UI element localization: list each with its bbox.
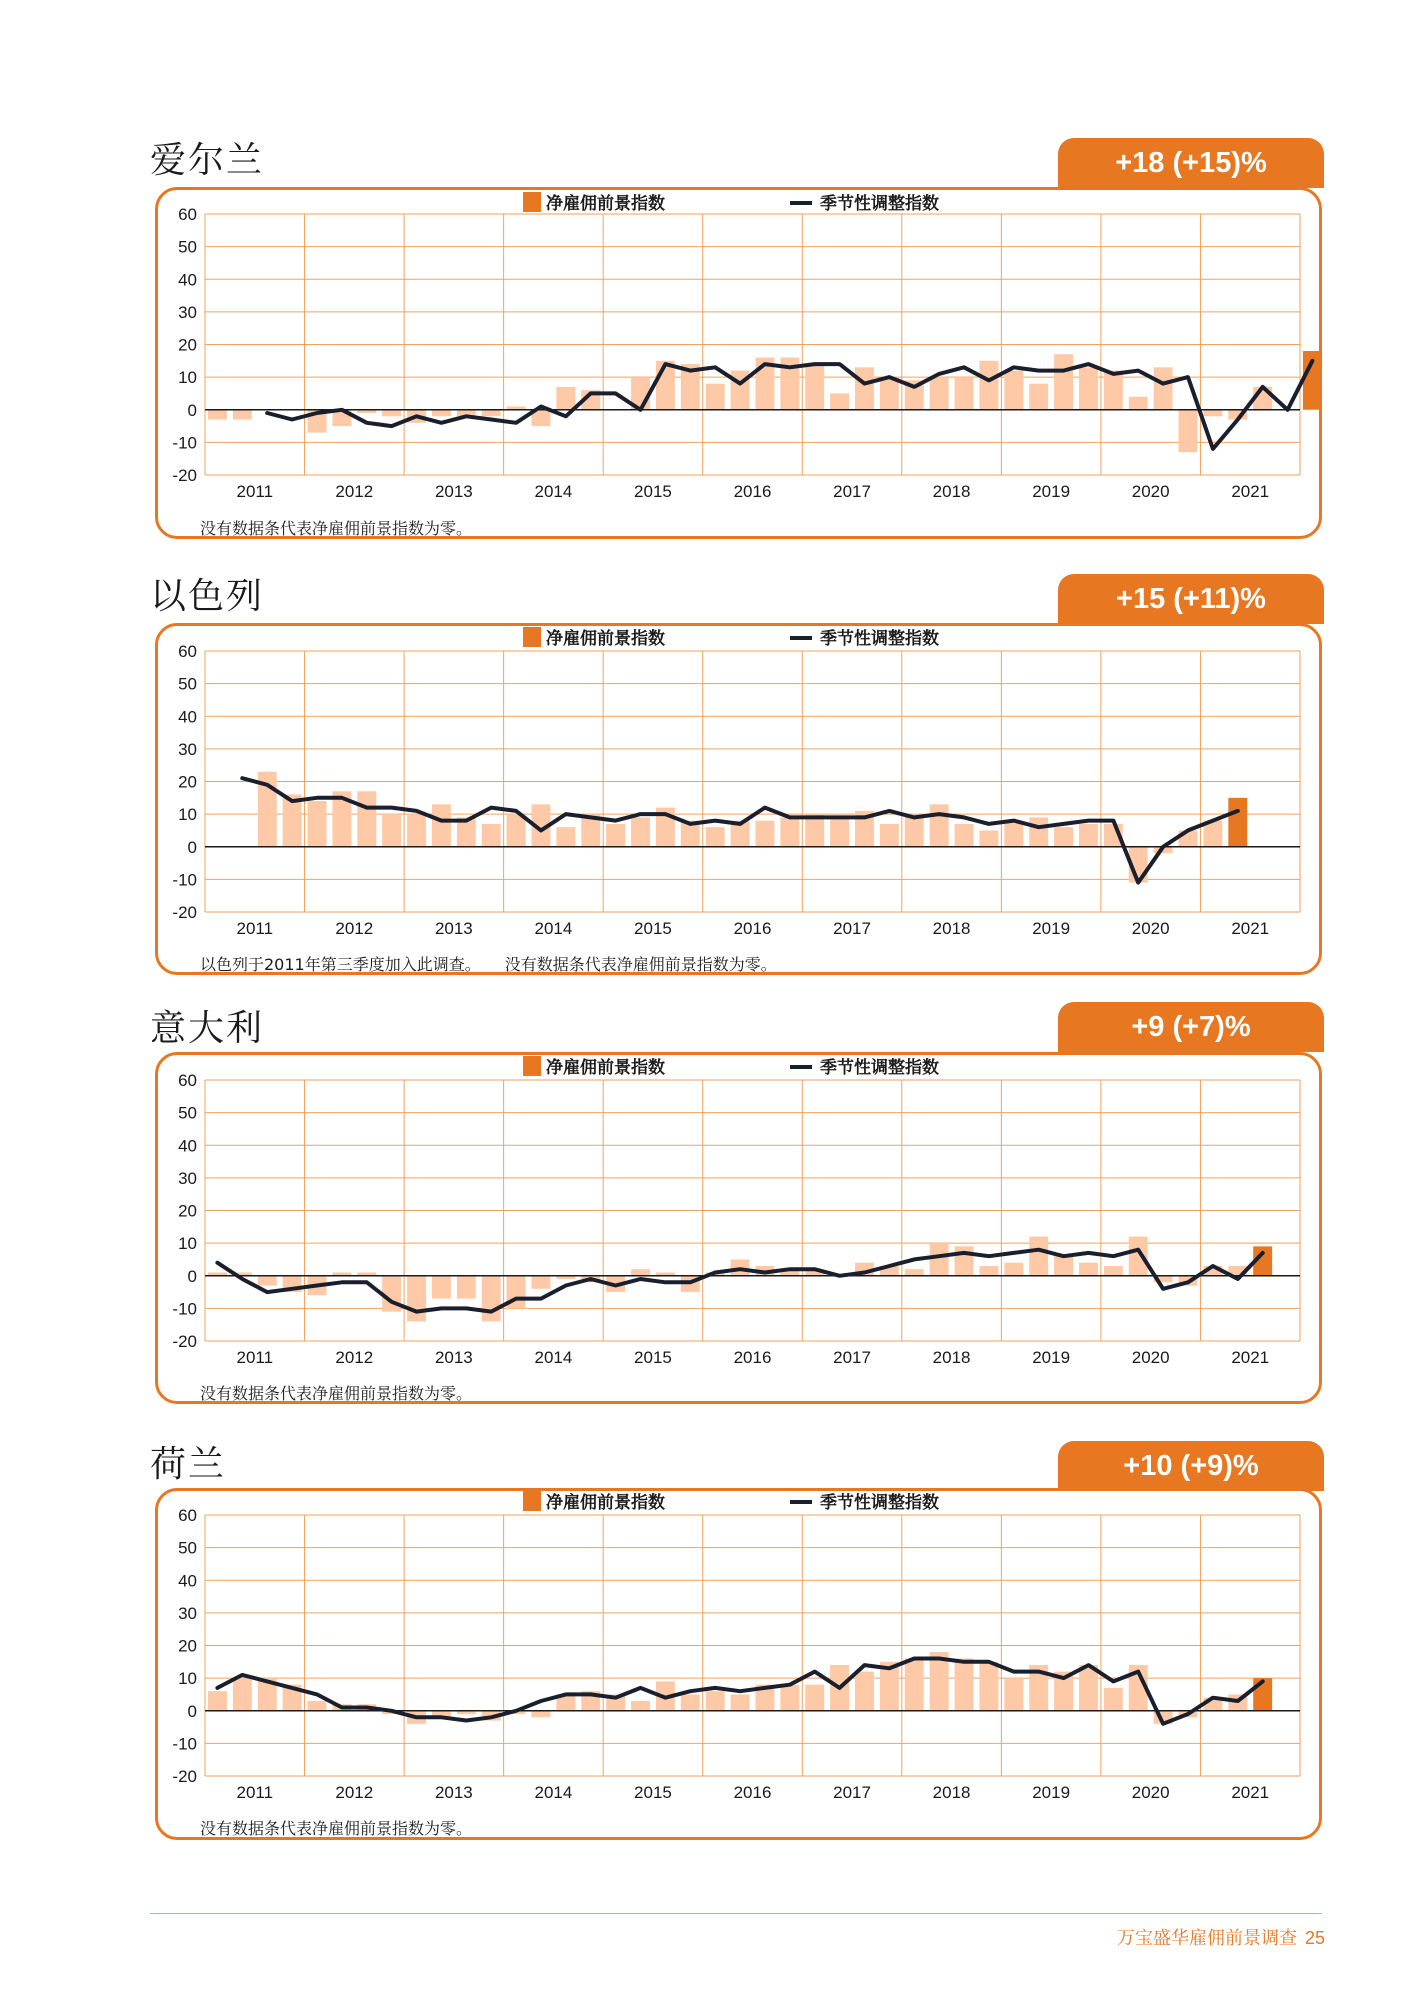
bar bbox=[681, 1694, 700, 1710]
y-tick-label: 10 bbox=[178, 805, 197, 825]
x-tick-label: 2015 bbox=[634, 482, 672, 501]
y-tick-label: -10 bbox=[172, 1299, 197, 1319]
x-tick-label: 2013 bbox=[434, 1348, 473, 1367]
bar bbox=[955, 1659, 974, 1711]
x-tick-label: 2012 bbox=[335, 919, 374, 938]
y-tick-label: 20 bbox=[178, 1201, 197, 1221]
panel-badge: +18 (+15)% bbox=[1058, 138, 1324, 188]
legend-bar-label: 净雇佣前景指数 bbox=[546, 629, 665, 649]
y-tick-label: -20 bbox=[172, 466, 197, 485]
bar bbox=[1079, 1665, 1098, 1711]
panel-title: 荷兰 bbox=[150, 1444, 227, 1485]
bar bbox=[631, 1701, 650, 1711]
x-tick-label: 2020 bbox=[1131, 1783, 1170, 1802]
bar bbox=[1104, 1688, 1123, 1711]
y-tick-label: -10 bbox=[172, 433, 197, 453]
legend-line-label: 季节性调整指数 bbox=[820, 1058, 939, 1078]
y-tick-label: 0 bbox=[187, 1266, 197, 1286]
y-tick-label: 30 bbox=[178, 302, 197, 322]
x-tick-label: 2011 bbox=[236, 482, 274, 501]
y-tick-label: 0 bbox=[187, 837, 197, 857]
bar bbox=[979, 1662, 998, 1711]
bar bbox=[706, 1691, 725, 1711]
x-tick-label: 2019 bbox=[1032, 482, 1071, 501]
footer bbox=[1117, 1924, 1325, 1950]
x-tick-label: 2019 bbox=[1032, 1348, 1071, 1367]
legend-bar-label: 净雇佣前景指数 bbox=[546, 194, 665, 214]
legend-line-label: 季节性调整指数 bbox=[820, 194, 939, 214]
panel-badge: +10 (+9)% bbox=[1058, 1441, 1324, 1491]
x-tick-label: 2016 bbox=[733, 1783, 772, 1802]
bar bbox=[731, 1694, 750, 1710]
x-tick-label: 2012 bbox=[335, 482, 374, 501]
x-tick-label: 2020 bbox=[1131, 1348, 1170, 1367]
x-tick-label: 2017 bbox=[833, 482, 871, 501]
chart-note: 没有数据条代表净雇佣前景指数为零。 bbox=[200, 1384, 473, 1403]
y-tick-label: 30 bbox=[178, 1603, 197, 1623]
footer-title: 万宝盛华雇佣前景调查 bbox=[1116, 1928, 1297, 1949]
y-tick-label: 30 bbox=[178, 739, 197, 759]
bar bbox=[780, 1685, 799, 1711]
x-tick-label: 2018 bbox=[932, 1348, 971, 1367]
x-tick-label: 2015 bbox=[634, 1783, 672, 1802]
x-tick-label: 2017 bbox=[833, 1348, 871, 1367]
x-tick-label: 2021 bbox=[1231, 919, 1270, 938]
x-tick-label: 2020 bbox=[1131, 482, 1170, 501]
y-tick-label: 40 bbox=[178, 1571, 197, 1591]
bar bbox=[1004, 1678, 1023, 1711]
x-tick-label: 2016 bbox=[733, 482, 772, 501]
bar bbox=[905, 1659, 924, 1711]
x-tick-label: 2021 bbox=[1231, 1348, 1270, 1367]
footer-rule bbox=[150, 1913, 1322, 1914]
x-tick-label: 2019 bbox=[1032, 919, 1071, 938]
y-tick-label: 0 bbox=[187, 400, 197, 420]
x-tick-label: 2014 bbox=[534, 1348, 573, 1367]
y-tick-label: 60 bbox=[178, 1506, 197, 1525]
x-tick-label: 2011 bbox=[236, 1783, 274, 1802]
chart-note: 以色列于2011年第三季度加入此调查。 没有数据条代表净雇佣前景指数为零。 bbox=[200, 955, 777, 974]
legend-bar-swatch bbox=[523, 1491, 541, 1511]
y-tick-label: 50 bbox=[178, 1103, 197, 1123]
y-tick-label: 40 bbox=[178, 1136, 197, 1156]
x-tick-label: 2018 bbox=[932, 1783, 971, 1802]
panel-badge: +15 (+11)% bbox=[1058, 574, 1324, 624]
y-tick-label: -10 bbox=[172, 1734, 197, 1754]
y-tick-label: 50 bbox=[178, 237, 197, 257]
x-tick-label: 2016 bbox=[733, 919, 772, 938]
x-tick-label: 2015 bbox=[634, 1348, 672, 1367]
y-tick-label: 40 bbox=[178, 707, 197, 727]
x-tick-label: 2018 bbox=[932, 919, 971, 938]
x-tick-label: 2021 bbox=[1231, 1783, 1270, 1802]
legend-line-label: 季节性调整指数 bbox=[820, 629, 939, 649]
bar bbox=[532, 1711, 551, 1718]
y-tick-label: 50 bbox=[178, 1538, 197, 1558]
x-tick-label: 2012 bbox=[335, 1783, 374, 1802]
bar bbox=[308, 1701, 327, 1711]
x-tick-label: 2014 bbox=[534, 919, 573, 938]
y-tick-label: 40 bbox=[178, 270, 197, 290]
chart-note: 没有数据条代表净雇佣前景指数为零。 bbox=[200, 519, 473, 538]
y-tick-label: 0 bbox=[187, 1701, 197, 1721]
x-tick-label: 2018 bbox=[932, 482, 971, 501]
y-tick-label: -20 bbox=[172, 1332, 197, 1351]
y-tick-label: 30 bbox=[178, 1168, 197, 1188]
panel-title: 爱尔兰 bbox=[150, 140, 265, 181]
y-tick-label: 60 bbox=[178, 1071, 197, 1090]
x-tick-label: 2017 bbox=[833, 919, 871, 938]
y-tick-label: 60 bbox=[178, 642, 197, 661]
x-tick-label: 2011 bbox=[236, 1348, 274, 1367]
y-tick-label: -10 bbox=[172, 870, 197, 890]
legend-bar-label: 净雇佣前景指数 bbox=[546, 1493, 665, 1513]
x-tick-label: 2012 bbox=[335, 1348, 374, 1367]
y-tick-label: 10 bbox=[178, 368, 197, 388]
y-tick-label: 20 bbox=[178, 772, 197, 792]
y-tick-label: -20 bbox=[172, 903, 197, 922]
page-number: 25 bbox=[1304, 1928, 1325, 1948]
x-tick-label: 2021 bbox=[1231, 482, 1270, 501]
y-tick-label: -20 bbox=[172, 1767, 197, 1786]
x-tick-label: 2013 bbox=[434, 1783, 473, 1802]
x-tick-label: 2013 bbox=[434, 482, 473, 501]
x-tick-label: 2016 bbox=[733, 1348, 772, 1367]
bar bbox=[208, 1691, 227, 1711]
y-tick-label: 10 bbox=[178, 1234, 197, 1254]
x-tick-label: 2015 bbox=[634, 919, 672, 938]
bar bbox=[805, 1685, 824, 1711]
chart-note: 没有数据条代表净雇佣前景指数为零。 bbox=[200, 1819, 473, 1838]
panel-title: 以色列 bbox=[150, 576, 265, 617]
x-tick-label: 2014 bbox=[534, 482, 573, 501]
x-tick-label: 2014 bbox=[534, 1783, 573, 1802]
panel-title: 意大利 bbox=[150, 1008, 265, 1049]
y-tick-label: 50 bbox=[178, 674, 197, 694]
y-tick-label: 60 bbox=[178, 205, 197, 224]
x-tick-label: 2020 bbox=[1131, 919, 1170, 938]
x-tick-label: 2013 bbox=[434, 919, 473, 938]
bar bbox=[233, 1678, 252, 1711]
y-tick-label: 20 bbox=[178, 335, 197, 355]
bar bbox=[855, 1672, 874, 1711]
y-tick-label: 20 bbox=[178, 1636, 197, 1656]
legend-line-label: 季节性调整指数 bbox=[820, 1493, 939, 1513]
x-tick-label: 2019 bbox=[1032, 1783, 1071, 1802]
legend-bar-label: 净雇佣前景指数 bbox=[546, 1058, 665, 1078]
x-tick-label: 2011 bbox=[236, 919, 274, 938]
panel-badge: +9 (+7)% bbox=[1058, 1002, 1324, 1052]
y-tick-label: 10 bbox=[178, 1669, 197, 1689]
x-tick-label: 2017 bbox=[833, 1783, 871, 1802]
